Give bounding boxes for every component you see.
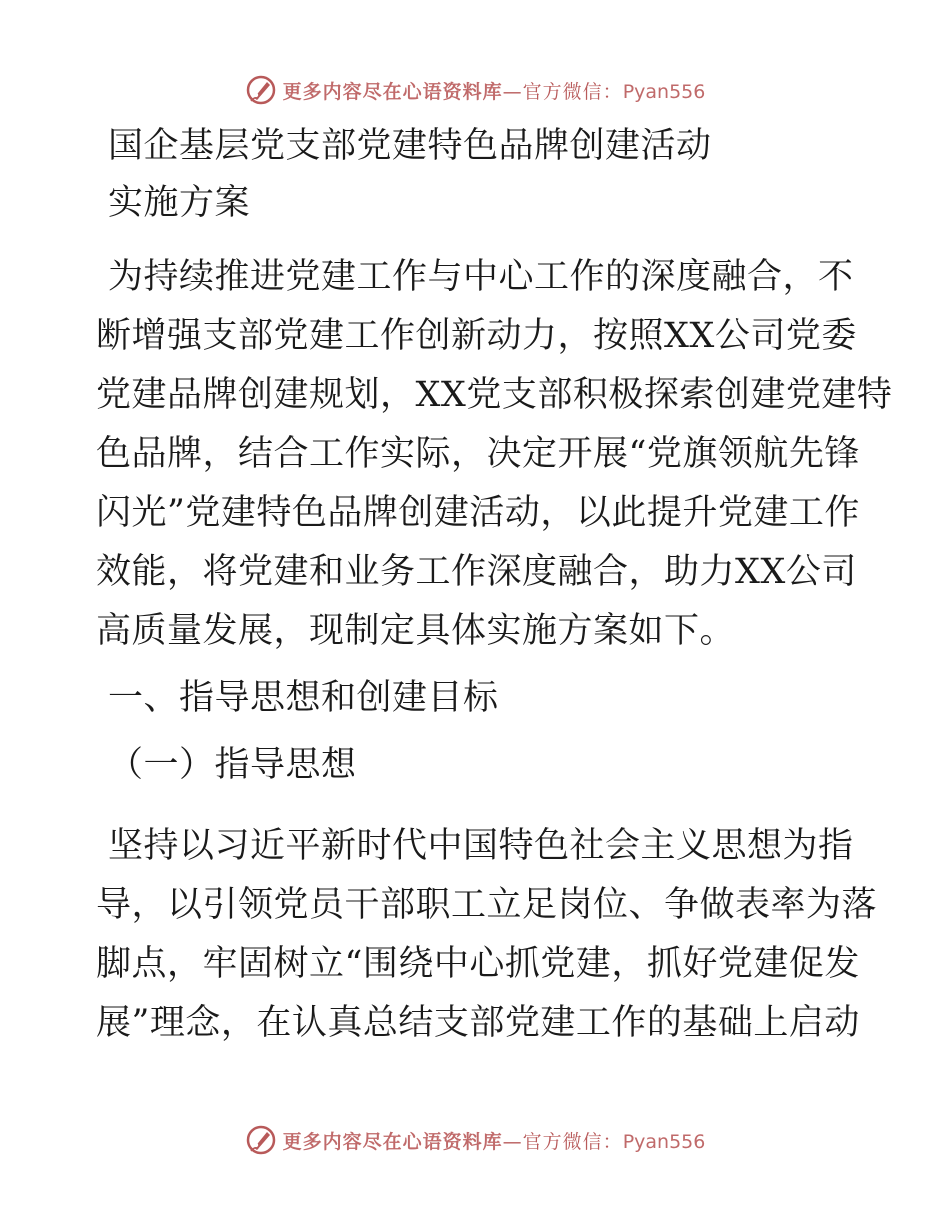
paragraph-line: 展”理念，在认真总结支部党建工作的基础上启动 — [96, 1003, 860, 1043]
paragraph-line: 为持续推进党建工作与中心工作的深度融合，不 — [108, 257, 854, 297]
footer-banner — [0, 1120, 950, 1160]
banner-site-text: 更多内容尽在心语资料库 — [282, 1130, 503, 1153]
banner-wechat-id: Pyan556 — [622, 1130, 706, 1153]
paragraph-line: 导，以引领党员干部职工立足岗位、争做表率为落 — [96, 885, 878, 925]
paragraph-line: 高质量发展，现制定具体实施方案如下。 — [96, 611, 736, 651]
paragraph-line: 闪光”党建特色品牌创建活动，以此提升党建工作 — [96, 493, 860, 533]
paragraph-line: 色品牌，结合工作实际，决定开展“党旗领航先锋 — [96, 434, 860, 474]
section-heading-block — [96, 669, 866, 728]
document-title: 国企基层党支部党建特色品牌创建活动 — [108, 126, 712, 166]
subsection-heading-block — [96, 736, 866, 795]
banner-dash: — — [502, 80, 523, 103]
header-banner — [0, 70, 950, 110]
paragraph-line: 断增强支部党建工作创新动力，按照XX公司党委 — [96, 316, 857, 356]
guide-paragraph — [96, 817, 878, 1053]
document-body — [96, 124, 893, 1053]
banner-site-text: 更多内容尽在心语资料库 — [282, 80, 503, 103]
quill-pen-logo-icon — [245, 74, 277, 106]
quill-pen-logo-icon — [245, 1124, 277, 1156]
intro-paragraph — [96, 248, 893, 661]
paragraph-line: 效能，将党建和业务工作深度融合，助力XX公司 — [96, 552, 857, 592]
banner-text — [283, 77, 706, 104]
document-subtitle: 实施方案 — [108, 183, 251, 223]
paragraph-line: 党建品牌创建规划，XX党支部积极探索创建党建特 — [96, 375, 893, 415]
paragraph-line: 脚点，牢固树立“围绕中心抓党建，抓好党建促发 — [96, 944, 860, 984]
subsection-heading: （一）指导思想 — [108, 745, 357, 785]
banner-wechat-label: 官方微信： — [522, 1130, 623, 1153]
banner-dash: — — [502, 1130, 523, 1153]
banner-wechat-label: 官方微信： — [522, 80, 623, 103]
paragraph-line: 坚持以习近平新时代中国特色社会主义思想为指 — [108, 826, 854, 866]
banner-text — [283, 1127, 706, 1154]
section-heading: 一、指导思想和创建目标 — [108, 678, 499, 718]
banner-wechat-id: Pyan556 — [622, 80, 706, 103]
